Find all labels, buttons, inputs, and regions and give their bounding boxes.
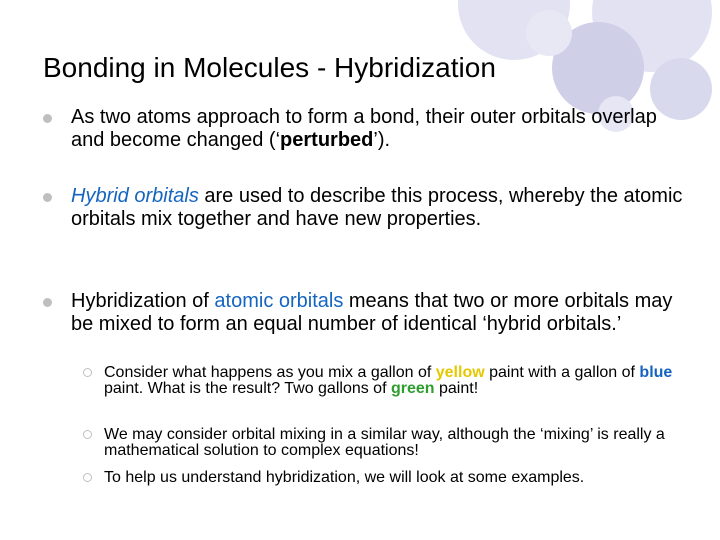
word-green: green [390, 380, 435, 397]
slide-title: Bonding in Molecules - Hybridization [43, 52, 496, 83]
subbullet-item-3 [83, 470, 683, 486]
bullet-dot [43, 193, 52, 202]
highlight-hybrid-orbitals: Hybrid orbitals [71, 185, 199, 207]
bullet-text: As two atoms approach to form a bond, their outer orbitals overlap and become changed (‘perturbed’). [71, 106, 657, 151]
subbullet-ring [83, 430, 92, 439]
highlight-atomic-orbitals: atomic orbitals [214, 290, 344, 312]
word-yellow: yellow [435, 364, 485, 381]
word-blue: blue [639, 364, 673, 381]
subbullet-item-1 [83, 365, 683, 397]
decorative-circle-small [526, 10, 572, 56]
bullet-item-2 [43, 185, 683, 231]
bullet-text: Hybrid orbitals are used to describe this process, whereby the atomic orbitals mix together and have new properties. [71, 185, 683, 230]
bullet-text: Hybridization of atomic orbitals means that two or more orbitals may be mixed to form an equal number of identical ‘hybrid orbitals.’ [71, 290, 673, 335]
emphasis-perturbed: perturbed [280, 129, 374, 151]
bullet-item-3 [43, 290, 683, 336]
bullet-dot [43, 114, 52, 123]
subbullet-text: Consider what happens as you mix a gallon of yellow paint with a gallon of blue paint. What is the result? Two gallons of green paint! [104, 364, 673, 397]
subbullet-text: We may consider orbital mixing in a similar way, although the ‘mixing’ is really a mathematical solution to complex equations! [104, 426, 665, 459]
subbullet-ring [83, 368, 92, 377]
subbullet-ring [83, 473, 92, 482]
subbullet-item-2 [83, 427, 683, 459]
bullet-item-1 [43, 106, 683, 152]
bullet-dot [43, 298, 52, 307]
subbullet-text: To help us understand hybridization, we will look at some examples. [104, 469, 585, 486]
